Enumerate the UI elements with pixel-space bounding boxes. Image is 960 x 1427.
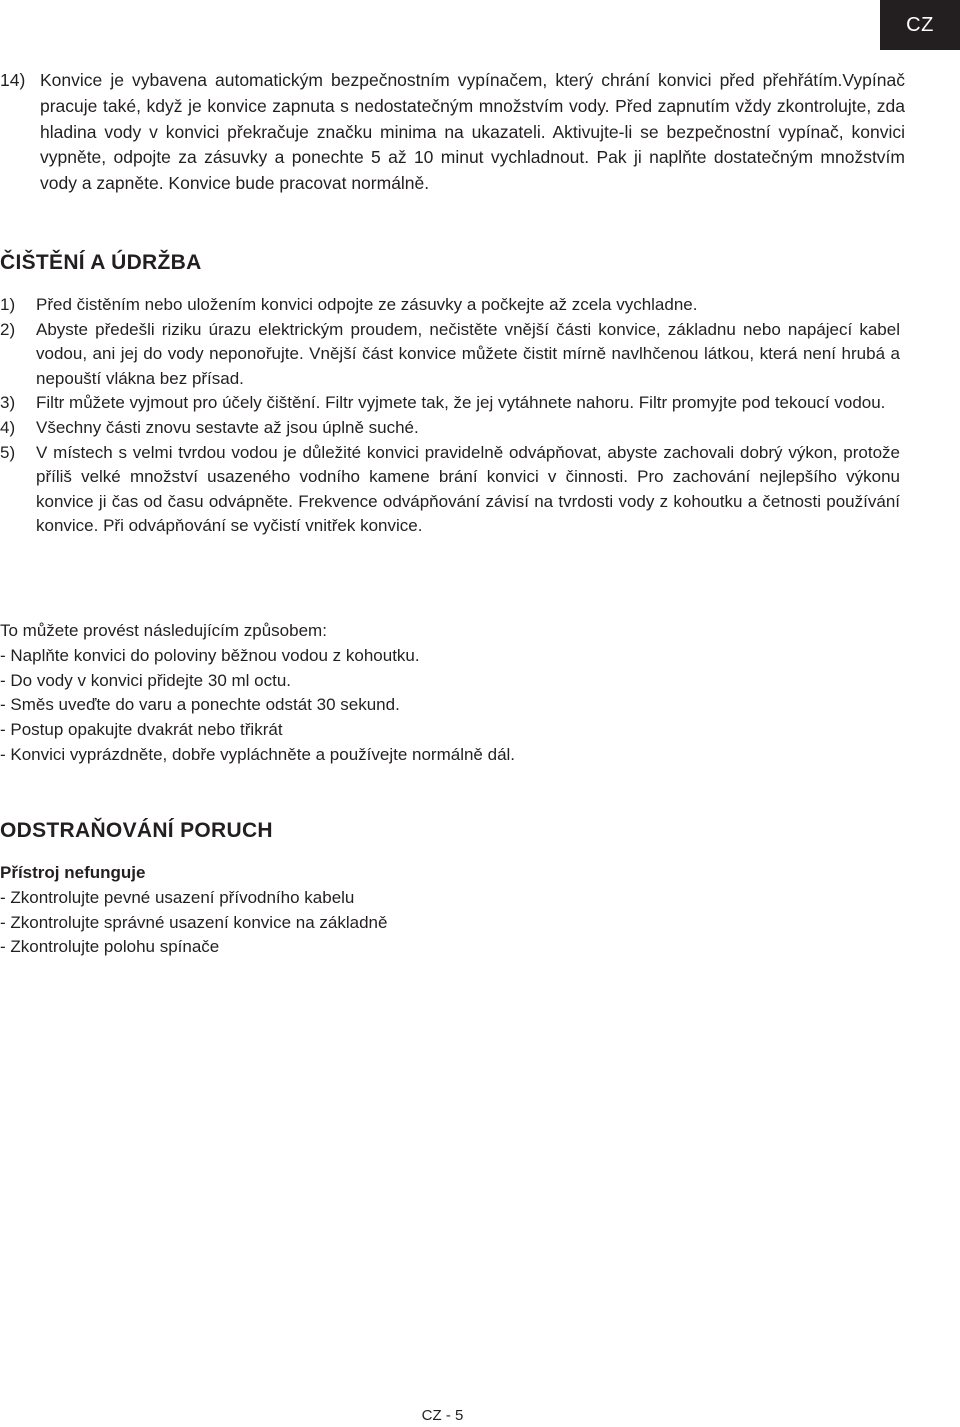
list-item-text: Všechny části znovu sestavte až jsou úplně suché. xyxy=(36,417,419,437)
troubleshooting-section xyxy=(0,861,900,960)
cleaning-heading: ČIŠTĚNÍ A ÚDRŽBA xyxy=(0,251,202,274)
list-item xyxy=(0,416,900,441)
safety-note-text: Konvice je vybavena automatickým bezpečnostním vypínačem, který chrání konvici před přehřátím.Vypínač pracuje také, když je konvice zapnuta s nedostatečným množstvím vody. Před zapnutím vždy zkontrolujte, zda hladina vody v konvici překračuje značku minima na ukazateli. Aktivujte-li se bezpečnostní vypínač, konvici vypněte, odpojte za zásuvky a ponechte 5 až 10 minut vychladnout. Pak ji naplňte dostatečným množstvím vody a zapněte. Konvice bude pracovat normálně. xyxy=(40,70,905,194)
descale-step: - Do vody v konvici přidejte 30 ml octu. xyxy=(0,670,292,690)
language-tab xyxy=(880,0,960,50)
list-item-number: 3) xyxy=(0,393,16,413)
safety-note-number: 14) xyxy=(0,70,26,90)
troubleshooting-subtitle: Přístroj nefunguje xyxy=(0,863,146,882)
list-item-text: Abyste předešli riziku úrazu elektrickým proudem, nečistěte vnější části konvice, základnu nebo napájecí kabel vodou, ani jej do vody neponořujte. Vnější část konvice můžete čistit mírně navlhčenou látkou, která není hrubá a nepouští vlákna bez přísad. xyxy=(36,319,900,388)
list-item xyxy=(0,391,900,416)
descale-section xyxy=(0,619,900,768)
list-item-text: V místech s velmi tvrdou vodou je důležité konvici pravidelně odvápňovat, abyste zachovali dobrý výkon, protože příliš velké množství usazeného vodního kamene brání konvici v činnosti. Pro zachování nejlepšího výkonu konvice ji čas od času odvápněte. Frekvence odvápňování závisí na tvrdosti vody z kohoutku a četnosti používání konvice. Při odvápňování se vyčistí vnitřek konvice. xyxy=(36,442,900,536)
cleaning-list xyxy=(0,293,900,539)
troubleshooting-item: - Zkontrolujte polohu spínače xyxy=(0,937,220,957)
descale-step: - Směs uveďte do varu a ponechte odstát 30 sekund. xyxy=(0,695,400,715)
list-item xyxy=(0,441,900,539)
list-item-number: 5) xyxy=(0,442,16,462)
safety-note xyxy=(0,68,905,197)
list-item xyxy=(0,318,900,392)
descale-intro: To můžete provést následujícím způsobem: xyxy=(0,621,327,640)
descale-step: - Naplňte konvici do poloviny běžnou vodou z kohoutku. xyxy=(0,645,420,665)
list-item-text: Před čistěním nebo uložením konvici odpojte ze zásuvky a počkejte až zcela vychladne. xyxy=(36,295,698,314)
list-item-number: 4) xyxy=(0,417,16,437)
troubleshooting-heading: ODSTRAŇOVÁNÍ PORUCH xyxy=(0,819,273,842)
descale-step: - Postup opakujte dvakrát nebo třikrát xyxy=(0,720,283,740)
list-item-text: Filtr můžete vyjmout pro účely čištění. Filtr vyjmete tak, že jej vytáhnete nahoru. Filtr promyjte pod tekoucí vodou. xyxy=(36,393,886,413)
list-item-number: 2) xyxy=(0,319,16,339)
list-item-number: 1) xyxy=(0,295,16,314)
descale-step: - Konvici vyprázdněte, dobře vypláchněte a používejte normálně dál. xyxy=(0,744,516,764)
troubleshooting-item: - Zkontrolujte správné usazení konvice na základně xyxy=(0,912,388,932)
list-item xyxy=(0,293,900,318)
page-number: CZ - 5 xyxy=(421,1407,464,1424)
language-label: CZ xyxy=(906,13,934,36)
troubleshooting-item: - Zkontrolujte pevné usazení přívodního kabelu xyxy=(0,887,355,907)
